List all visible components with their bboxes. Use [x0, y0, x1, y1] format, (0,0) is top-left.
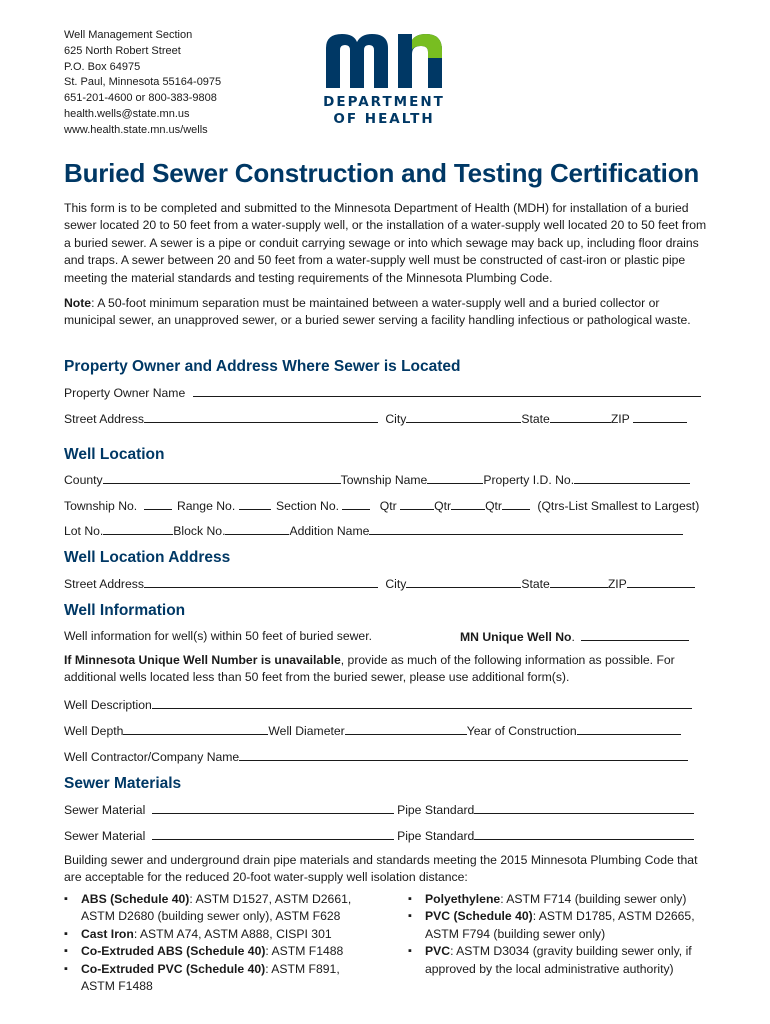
- township-name-label: Township Name: [340, 473, 428, 487]
- sewer-material-label: Sewer Material: [64, 829, 146, 843]
- property-id-field[interactable]: [574, 471, 690, 484]
- list-item: ▪ PVC: ASTM D3034 (gravity building sewer only, if approved by the local administrative authority): [408, 943, 708, 978]
- address-line: Well Management Section: [64, 29, 193, 41]
- owner-label: Property Owner Name: [64, 386, 186, 400]
- list-item: ▪ PVC (Schedule 40): ASTM D1785, ASTM D2665, ASTM F794 (building sewer only): [408, 908, 708, 943]
- section-heading-well-location: Well Location: [64, 446, 165, 463]
- qtrs-note: (Qtrs-List Smallest to Largest): [537, 499, 700, 513]
- logo-line-1: DEPARTMENT: [323, 94, 445, 110]
- qtr-label-2: Qtr: [434, 499, 452, 513]
- pipe-standard-label: Pipe Standard: [397, 803, 475, 817]
- city-field[interactable]: [406, 410, 521, 423]
- contractor-field[interactable]: [239, 748, 688, 761]
- state-field[interactable]: [550, 410, 611, 423]
- list-item: ▪ Co-Extruded ABS (Schedule 40): ASTM F1488: [64, 943, 364, 960]
- range-label: Range No.: [176, 499, 236, 513]
- unavailable-bold: If Minnesota Unique Well Number is unavailable: [64, 653, 341, 667]
- sewer-material-field-2[interactable]: [152, 827, 394, 840]
- year-label: Year of Construction: [466, 724, 577, 738]
- range-field[interactable]: [239, 497, 271, 510]
- well-depth-label: Well Depth: [64, 724, 124, 738]
- well-address-row: [64, 575, 695, 592]
- qtr-label-3: Qtr: [485, 499, 502, 513]
- pipe-standard-field-1[interactable]: [474, 801, 694, 814]
- sewer-material-row-1: [64, 801, 694, 818]
- well-description-label: Well Description: [64, 698, 152, 712]
- address-website-link[interactable]: www.health.state.mn.us/wells: [64, 123, 208, 136]
- zip-label: ZIP: [607, 577, 627, 591]
- county-field[interactable]: [103, 471, 341, 484]
- owner-name-field[interactable]: [193, 384, 701, 397]
- sewer-material-field-1[interactable]: [152, 801, 394, 814]
- qtr-field-1[interactable]: [400, 497, 434, 510]
- township-name-field[interactable]: [427, 471, 483, 484]
- year-field[interactable]: [577, 722, 681, 735]
- unavailable-paragraph: [64, 652, 714, 687]
- township-no-field[interactable]: [144, 497, 172, 510]
- note-text: : A 50-foot minimum separation must be maintained between a water-supply well and a buried collector or municipal sewer, an unapproved sewer, or a buried sewer serving a facility handling infectious or pathological waste.: [64, 296, 691, 328]
- street-label: Street Address: [64, 412, 144, 426]
- qtr-field-3[interactable]: [502, 497, 530, 510]
- city-label: City: [385, 577, 407, 591]
- intro-paragraph: This form is to be completed and submitted to the Minnesota Department of Health (MDH) for installation of a buried sewer located 20 to 50 feet from a water-supply well, or the installation of a water-supply well located 20 to 50 feet from a buried sewer. A sewer is a pipe or conduit carrying sewage or into which sewage may back up, including floor drains and traps. A sewer between 20 and 50 feet from a water-supply well must be constructed of cast-iron or plastic pipe meeting the material standards and testing requirements of the Minnesota Plumbing Code.: [64, 201, 707, 285]
- section-field[interactable]: [342, 497, 370, 510]
- unavailable-text: , provide as much of the following information as possible. For additional wells located less than 50 feet from the buried sewer, please use additional form(s).: [64, 653, 675, 685]
- address-line: 625 North Robert Street: [64, 44, 181, 57]
- note-paragraph: [64, 295, 714, 330]
- unique-well-group: [460, 628, 689, 645]
- county-row: [64, 471, 690, 488]
- materials-list-left: [64, 891, 364, 995]
- logo-text: [314, 94, 454, 128]
- mdh-logo: [314, 28, 454, 132]
- qtr-label-1: Qtr: [379, 499, 397, 513]
- well-street-field[interactable]: [144, 575, 378, 588]
- block-field[interactable]: [225, 522, 289, 535]
- well-diameter-label: Well Diameter: [268, 724, 345, 738]
- well-zip-field[interactable]: [627, 575, 695, 588]
- well-city-field[interactable]: [406, 575, 521, 588]
- lot-label: Lot No.: [64, 524, 104, 538]
- sewer-material-row-2: [64, 827, 694, 844]
- address-line: St. Paul, Minnesota 55164-0975: [64, 76, 222, 89]
- contractor-row: [64, 748, 688, 765]
- materials-list-right: [408, 891, 708, 978]
- address-phone: 651-201-4600 or 800-383-9808: [64, 92, 217, 105]
- list-item: ▪ Cast Iron: ASTM A74, ASTM A888, CISPI 301: [64, 926, 364, 943]
- list-item: ▪ Polyethylene: ASTM F714 (building sewer only): [408, 891, 708, 908]
- well-info-intro: Well information for well(s) within 50 feet of buried sewer.: [64, 629, 372, 643]
- sewer-material-label: Sewer Material: [64, 803, 146, 817]
- township-no-label: Township No.: [64, 499, 138, 513]
- pipe-standard-field-2[interactable]: [474, 827, 694, 840]
- address-block: [64, 28, 221, 139]
- page-title: Buried Sewer Construction and Testing Certification: [64, 158, 700, 188]
- well-description-row: [64, 696, 692, 713]
- list-item: ▪ ABS (Schedule 40): ASTM D1527, ASTM D2661, ASTM D2680 (building sewer only), ASTM F628: [64, 891, 364, 926]
- addition-label: Addition Name: [289, 524, 370, 538]
- standards-paragraph: Building sewer and underground drain pipe materials and standards meeting the 2015 Minnesota Plumbing Code that are acceptable for the reduced 20-foot water-supply well isolation distance:: [64, 853, 698, 885]
- city-label: City: [385, 412, 407, 426]
- well-diameter-field[interactable]: [345, 722, 467, 735]
- address-email-link[interactable]: health.wells@state.mn.us: [64, 107, 190, 120]
- mn-logo-icon: [314, 28, 454, 90]
- addition-name-field[interactable]: [369, 522, 683, 535]
- address-line: P.O. Box 64975: [64, 60, 141, 73]
- unique-well-suffix: .: [571, 630, 575, 644]
- well-description-field[interactable]: [152, 696, 692, 709]
- block-label: Block No.: [173, 524, 226, 538]
- well-info-intro-row: [64, 628, 575, 644]
- qtr-field-2[interactable]: [451, 497, 485, 510]
- street-label: Street Address: [64, 577, 144, 591]
- section-label: Section No.: [276, 499, 340, 513]
- unique-well-label: MN Unique Well No: [460, 630, 572, 644]
- unique-well-field[interactable]: [581, 628, 689, 641]
- zip-field[interactable]: [633, 410, 687, 423]
- section-heading-sewer-materials: Sewer Materials: [64, 775, 182, 792]
- contractor-label: Well Contractor/Company Name: [64, 750, 240, 764]
- state-label: State: [521, 412, 550, 426]
- township-row: [64, 497, 699, 514]
- logo-line-2: OF HEALTH: [333, 111, 435, 127]
- note-label: Note: [64, 296, 92, 310]
- zip-label: ZIP: [610, 412, 630, 426]
- lot-field[interactable]: [103, 522, 173, 535]
- pipe-standard-label: Pipe Standard: [397, 829, 475, 843]
- state-label: State: [521, 577, 550, 591]
- property-id-label: Property I.D. No.: [483, 473, 575, 487]
- well-state-field[interactable]: [550, 575, 608, 588]
- property-owner-row: [64, 384, 701, 401]
- lot-row: [64, 522, 683, 539]
- section-heading-property: Property Owner and Address Where Sewer is Located: [64, 358, 461, 375]
- county-label: County: [64, 473, 103, 487]
- section-heading-well-address: Well Location Address: [64, 549, 231, 566]
- well-depth-field[interactable]: [123, 722, 268, 735]
- street-address-field[interactable]: [144, 410, 378, 423]
- property-address-row: [64, 410, 687, 427]
- well-depth-row: [64, 722, 681, 739]
- list-item: ▪ Co-Extruded PVC (Schedule 40): ASTM F891, ASTM F1488: [64, 961, 364, 996]
- section-heading-well-info: Well Information: [64, 602, 186, 619]
